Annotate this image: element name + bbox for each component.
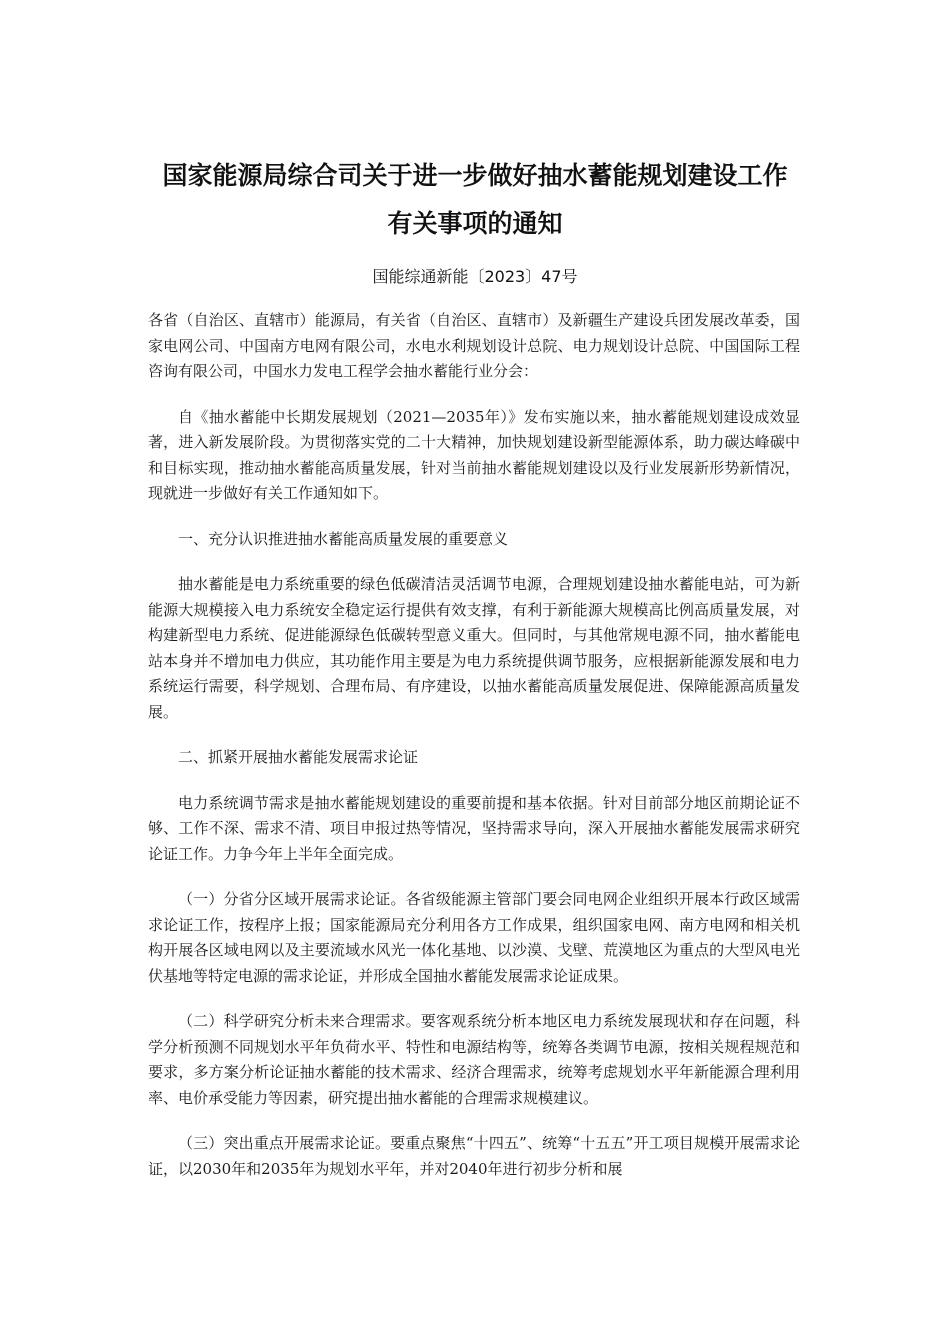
section-2-item-1: （一）分省分区域开展需求论证。各省级能源主管部门要会同电网企业组织开展本行政区域需求论证工作，按程序上报；国家能源局充分利用各方工作成果，组织国家电网、南方电网和相关机构开展各区域电网以及主要流域水风光一体化基地、以沙漠、戈壁、荒漠地区为重点的大型风电光伏基地等特定电源的需求论证，并形成全国抽水蓄能发展需求论证成果。 xyxy=(148,890,800,985)
section-heading-1: 一、充分认识推进抽水蓄能高质量发展的重要意义 xyxy=(178,529,509,548)
section-heading-2: 二、抓紧开展抽水蓄能发展需求论证 xyxy=(178,748,419,766)
document-title-line-2: 有关事项的通知 xyxy=(387,209,563,238)
section-2-item-3: （三）突出重点开展需求论证。要重点聚焦“十四五”、统筹“十五五”开工项目规模开展需求论证，以2030年和2035年为规划水平年，并对2040年进行初步分析和展 xyxy=(148,1134,800,1178)
section-1-paragraph: 抽水蓄能是电力系统重要的绿色低碳清洁灵活调节电源，合理规划建设抽水蓄能电站，可为新能源大规模接入电力系统安全稳定运行提供有效支撑，有利于新能源大规模高比例高质量发展，对构建新型电力系统、促进能源绿色低碳转型意义重大。但同时，与其他常规电源不同，抽水蓄能电站本身并不增加电力供应，其功能作用主要是为电力系统提供调节服务，应根据新能源发展和电力系统运行需要，科学规划、合理布局、有序建设，以抽水蓄能高质量发展促进、保障能源高质量发展。 xyxy=(148,575,800,721)
addressee-paragraph: 各省（自治区、直辖市）能源局，有关省（自治区、直辖市）及新疆生产建设兵团发展改革委，国家电网公司、中国南方电网有限公司，水电水利规划设计总院、电力规划设计总院、中国国际工程咨询有限公司，中国水力发电工程学会抽水蓄能行业分会： xyxy=(148,311,800,380)
document-number: 国能综通新能〔2023〕47号 xyxy=(372,267,578,286)
document-body xyxy=(148,308,800,1202)
intro-paragraph: 自《抽水蓄能中长期发展规划（2021—2035年）》发布实施以来，抽水蓄能规划建设成效显著，进入新发展阶段。为贯彻落实党的二十大精神，加快规划建设新型能源体系，助力碳达峰碳中和目标实现，推动抽水蓄能高质量发展，针对当前抽水蓄能规划建设以及行业发展新形势新情况，现就进一步做好有关工作通知如下。 xyxy=(148,407,800,502)
section-2-item-2: （二）科学研究分析未来合理需求。要客观系统分析本地区电力系统发展现状和存在问题，科学分析预测不同规划水平年负荷水平、特性和电源结构等，统筹各类调节电源，按相关规程规范和要求，多方案分析论证抽水蓄能的技术需求、经济合理需求，统筹考虑规划水平年新能源合理利用率、电价承受能力等因素，研究提出抽水蓄能的合理需求规模建议。 xyxy=(148,1012,800,1107)
section-2-paragraph: 电力系统调节需求是抽水蓄能规划建设的重要前提和基本依据。针对目前部分地区前期论证不够、工作不深、需求不清、项目申报过热等情况，坚持需求导向，深入开展抽水蓄能发展需求研究论证工作。力争今年上半年全面完成。 xyxy=(148,793,800,863)
document-title-line-1: 国家能源局综合司关于进一步做好抽水蓄能规划建设工作 xyxy=(162,161,788,190)
